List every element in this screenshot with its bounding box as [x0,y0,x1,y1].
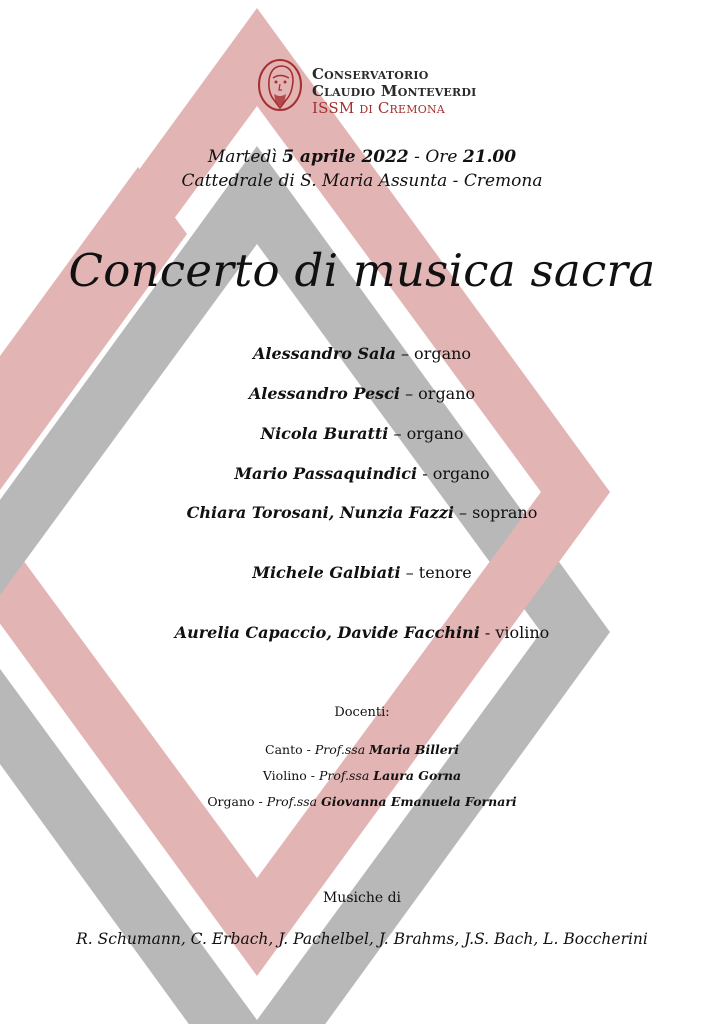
institution-name-line1: Conservatorio [312,65,429,83]
event-date-value: 5 aprile 2022 [282,147,409,167]
conservatorio-logo [256,58,496,120]
performer-name: Aurelia Capaccio, Davide Facchini [174,623,480,642]
concert-title: Concerto di musica sacra [68,244,656,297]
performer-line [0,424,724,443]
performer-line [0,503,724,522]
performer-name: Nicola Buratti [260,424,389,443]
performer-sep: – [453,503,473,522]
teacher-sep: - [302,742,315,757]
teacher-name: Laura Gorna [373,768,462,783]
teacher-subject: Organo [207,794,255,809]
performer-role: violino [495,623,550,642]
teacher-subject: Violino [262,768,307,783]
performer-role: organo [414,344,472,363]
performer-role: organo [432,464,490,483]
event-day: Martedì [207,147,277,167]
teacher-line [0,742,724,757]
performer-sep: – [400,563,419,582]
performer-role: organo [418,384,476,403]
music-heading: Musiche di [322,890,402,906]
performer-sep: – [388,424,407,443]
performer-name: Alessandro Pesci [248,384,400,403]
monteverdi-portrait-icon [256,58,306,116]
teacher-title: Prof.ssa [266,794,318,809]
institution-name-line3: ISSM di Cremona [312,99,445,117]
performer-line [0,384,724,403]
teacher-line [0,768,724,783]
performer-sep: - [479,623,496,642]
teacher-subject: Canto [265,742,303,757]
event-venue: Cattedrale di S. Maria Assunta - Cremona [181,171,543,191]
event-time-prefix: - Ore [414,147,458,167]
teachers-heading: Docenti: [334,705,390,720]
performer-line [0,623,724,642]
performer-line [0,563,724,582]
event-time: 21.00 [462,147,517,167]
teacher-name: Maria Billeri [369,742,459,757]
performer-sep: – [399,384,419,403]
teacher-sep: - [306,768,319,783]
teacher-title: Prof.ssa [318,768,370,783]
teacher-title: Prof.ssa [314,742,366,757]
performer-line [0,344,724,363]
performer-sep: - [417,464,433,483]
teacher-line [0,794,724,809]
performer-sep: – [395,344,415,363]
teacher-sep: - [254,794,267,809]
composers-list: R. Schumann, C. Erbach, J. Pachelbel, J. Brahms, J.S. Bach, L. Boccherini [76,930,648,948]
performer-name: Mario Passaquindici [234,464,418,483]
performer-name: Chiara Torosani, Nunzia Fazzi [186,503,454,522]
performer-name: Alessandro Sala [252,344,396,363]
performer-role: tenore [418,563,472,582]
performer-line [0,464,724,483]
teacher-name: Giovanna Emanuela Fornari [321,794,517,809]
performer-name: Michele Galbiati [252,563,401,582]
event-date [0,147,724,167]
performer-role: organo [406,424,464,443]
institution-name-line2: Claudio Monteverdi [312,82,477,100]
performer-role: soprano [472,503,538,522]
